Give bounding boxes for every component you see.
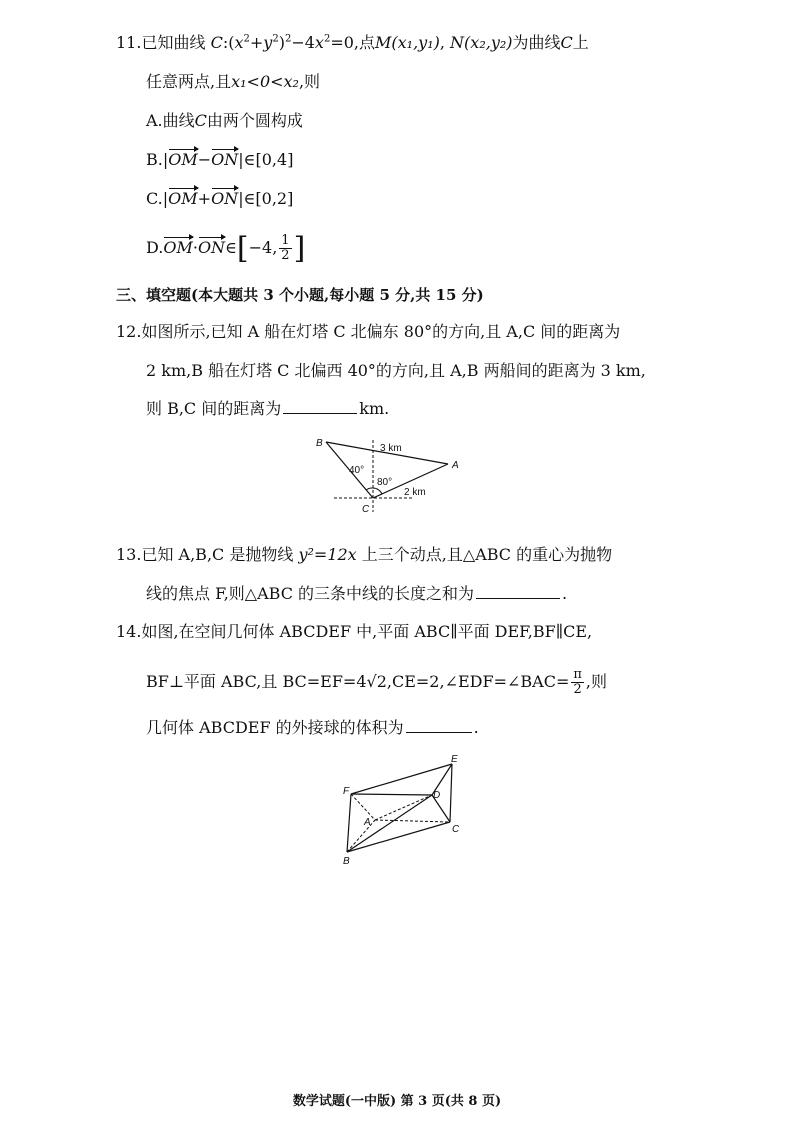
q14-text3: 几何体 ABCDEF 的外接球的体积为	[146, 718, 404, 737]
label-C-3d: C	[452, 824, 460, 835]
curve-name: C	[210, 33, 223, 52]
point-M: M	[375, 33, 392, 52]
q12-line1	[116, 322, 620, 342]
section-heading	[116, 285, 484, 305]
parabola-equation: y²=12x	[298, 545, 357, 564]
vector-ON-3: ON	[197, 238, 226, 257]
point-N-coords: (x₂,y₂)	[464, 33, 513, 52]
label-B: B	[316, 438, 323, 449]
op-plus: +	[249, 33, 264, 52]
label-40deg: 40°	[349, 465, 365, 476]
q14-text2b: ,则	[585, 672, 608, 691]
q14-line1	[116, 622, 592, 642]
frac-pi: π	[573, 667, 582, 682]
option-b-range: ∈[0,4]	[243, 150, 294, 169]
q11-line2-text: 任意两点,且	[146, 72, 232, 91]
eq-zero: =0,点	[330, 33, 375, 52]
comma: ,	[439, 33, 445, 52]
bracket-open: [	[236, 231, 249, 266]
q11-stem: 已知曲线	[141, 33, 206, 52]
q14-period: .	[473, 718, 479, 737]
q14-line2	[146, 668, 607, 697]
q11-colon: :(	[222, 33, 235, 52]
label-D: D	[433, 790, 441, 801]
paren-close: )	[278, 33, 285, 52]
option-a-text2: 由两个圆构成	[206, 111, 303, 130]
q14-line3	[146, 718, 479, 738]
q11-line2	[146, 72, 320, 92]
option-a-curve: C	[194, 111, 207, 130]
q11-number: 11.	[116, 33, 142, 52]
label-A-3d: A	[364, 817, 371, 828]
fraction-pi-over-2	[571, 668, 584, 697]
vector-OM: OM	[168, 150, 198, 169]
edge-FB	[347, 794, 351, 852]
fraction-half	[279, 234, 291, 263]
q12-number: 12.	[116, 322, 142, 341]
edge-BC	[347, 822, 450, 852]
q14-text1: 如图,在空间几何体 ABCDEF 中,平面 ABC∥平面 DEF,BF∥CE,	[141, 622, 593, 641]
minus-4: −4	[291, 33, 315, 52]
vector-ON: ON	[211, 150, 239, 169]
q12-line2	[146, 361, 646, 381]
q11-option-c	[146, 187, 293, 209]
exp-2d: 2	[323, 33, 331, 45]
q13-text1b: 上三个动点,且△ABC 的重心为抛物	[361, 545, 613, 564]
option-b-label: B.	[146, 150, 163, 169]
option-d-label: D.	[146, 238, 164, 257]
var-y: y	[263, 33, 273, 52]
q12-text1: 如图所示,已知 A 船在灯塔 C 北偏东 80°的方向,且 A,C 间的距离为	[141, 322, 621, 341]
option-a-text: 曲线	[162, 111, 195, 130]
q12-text2: 2 km,B 船在灯塔 C 北偏西 40°的方向,且 A,B 两船间的距离为 3 km,	[146, 361, 646, 380]
point-N: N	[450, 33, 465, 52]
q14-number: 14.	[116, 622, 142, 641]
angle-arc-40	[366, 488, 373, 490]
option-c-range: ∈[0,2]	[243, 189, 294, 208]
bracket-close: ]	[293, 231, 306, 266]
point-M-coords: (x₁,y₁)	[391, 33, 440, 52]
q11-condition: x₁<0<x₂	[231, 72, 299, 91]
frac-den: 2	[281, 248, 290, 263]
q11-option-a	[146, 111, 303, 131]
label-2km: 2 km	[404, 487, 426, 498]
q11-line1	[116, 33, 589, 53]
q11-stem-c: 为曲线	[512, 33, 561, 52]
q13-number: 13.	[116, 545, 142, 564]
op-dot: ·	[192, 238, 198, 257]
edge-AC	[375, 820, 450, 822]
section-title: 三、填空题	[116, 286, 192, 304]
q12-answer-blank	[283, 399, 357, 414]
op-minus: −	[197, 150, 212, 169]
edge-FD	[351, 794, 432, 795]
exp-2c: 2	[284, 33, 292, 45]
q13-answer-blank	[476, 584, 560, 599]
op-plus-2: +	[197, 189, 212, 208]
vector-ON-2: ON	[211, 189, 239, 208]
option-c-label: C.	[146, 189, 163, 208]
q11-stem-d: 上	[572, 33, 589, 52]
label-C: C	[362, 504, 370, 515]
option-a-label: A.	[146, 111, 163, 130]
edge-EC	[450, 764, 452, 822]
label-80deg: 80°	[377, 477, 393, 488]
edge-AD	[375, 795, 432, 820]
q13-text1: 已知 A,B,C 是抛物线	[141, 545, 294, 564]
curve-name-2: C	[560, 33, 573, 52]
abs-bar-4: |	[238, 189, 244, 208]
label-E: E	[451, 754, 458, 765]
q12-line3	[146, 399, 389, 419]
option-d-lower: −4,	[248, 238, 278, 257]
edge-FA	[351, 794, 375, 820]
q14-figure	[335, 752, 475, 870]
label-F: F	[343, 786, 350, 797]
exp-2b: 2	[272, 33, 279, 45]
abs-bar-3: |	[162, 189, 169, 208]
abs-bar-2: |	[238, 150, 244, 169]
q11-line2-end: ,则	[298, 72, 321, 91]
q13-text2: 线的焦点 F,则△ABC 的三条中线的长度之和为	[146, 584, 475, 603]
var-x2: x	[314, 33, 324, 52]
page-footer: 数学试题(一中版) 第 3 页(共 8 页)	[292, 1094, 502, 1109]
label-A: A	[452, 460, 459, 471]
q12-text3: 则 B,C 间的距离为	[146, 399, 282, 418]
label-B-3d: B	[343, 856, 350, 867]
q14-answer-blank	[406, 718, 472, 733]
vector-OM-3: OM	[163, 238, 193, 257]
vector-OM-2: OM	[168, 189, 198, 208]
var-x: x	[234, 33, 244, 52]
angle-arc-80	[373, 488, 382, 494]
q13-line2	[146, 584, 567, 604]
q12-figure	[300, 432, 480, 517]
frac-two: 2	[573, 682, 582, 697]
option-d-in: ∈	[225, 238, 237, 257]
section-note: (本大题共 3 个小题,每小题 5 分,共 15 分)	[191, 286, 484, 304]
q14-text2: BF⊥平面 ABC,且 BC=EF=4√2,CE=2,∠EDF=∠BAC=	[146, 672, 570, 691]
label-3km: 3 km	[380, 443, 402, 454]
exp-2: 2	[243, 33, 250, 45]
q11-option-b	[146, 148, 293, 170]
q12-unit: km.	[359, 399, 390, 418]
abs-bar: |	[162, 150, 169, 169]
q11-option-d	[146, 231, 306, 266]
q13-line1	[116, 545, 612, 565]
q13-period: .	[562, 584, 568, 603]
frac-num: 1	[281, 233, 290, 248]
